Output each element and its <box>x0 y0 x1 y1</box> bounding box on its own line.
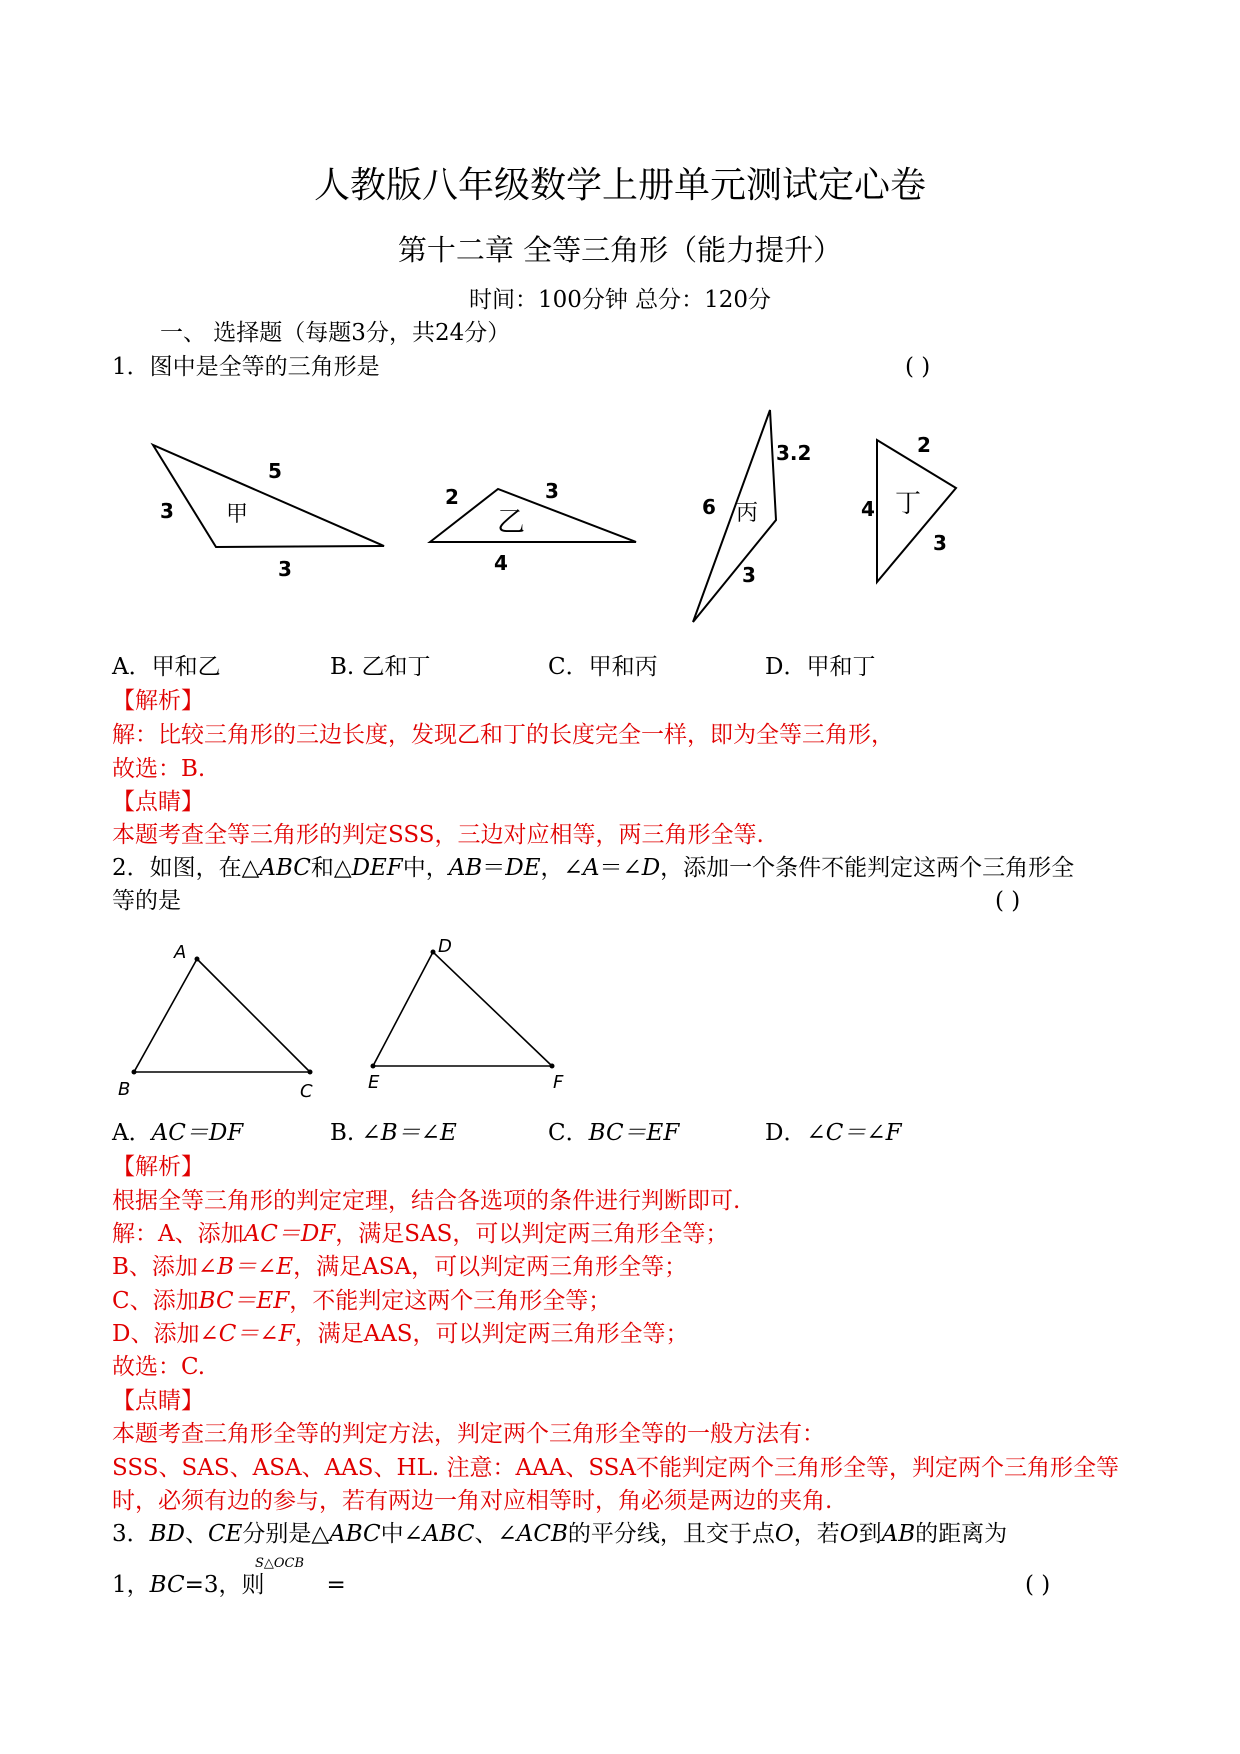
q2-analysis-intro: 根据全等三角形的判定定理，结合各选项的条件进行判断即可. <box>112 1188 741 1214</box>
q2-figure <box>0 930 1240 1100</box>
t1-side-bottom: 3 <box>278 557 292 581</box>
t3-side-right: 3.2 <box>776 441 812 465</box>
exam-meta: 时间：100分钟 总分：120分 <box>468 287 772 313</box>
q1-figure <box>0 400 1240 640</box>
t4-side-left: 4 <box>861 497 875 521</box>
label-c: C <box>300 1081 313 1100</box>
t3-side-bottom: 3 <box>742 563 756 587</box>
q2-analysis-a: 解：A、添加AC＝DF，满足SAS，可以判定两三角形全等； <box>112 1221 729 1247</box>
label-b: B <box>118 1079 131 1100</box>
page-title: 人教版八年级数学上册单元测试定心卷 <box>313 165 926 206</box>
q1-answer-blank: ( ) <box>905 354 931 380</box>
label-f: F <box>553 1072 564 1093</box>
q2-stem-cont: 等的是 <box>112 888 181 914</box>
label-e: E <box>368 1072 380 1093</box>
triangle-abc <box>134 959 310 1072</box>
q2-analysis-b: B、添加∠B＝∠E，满足ASA，可以判定两三角形全等； <box>112 1254 688 1280</box>
q2-answer: 故选：C. <box>112 1354 206 1380</box>
q2-analysis-d: D、添加∠C＝∠F，满足AAS，可以判定两三角形全等； <box>112 1321 689 1347</box>
t3-label: 丙 <box>736 501 759 526</box>
q3-answer-blank: ( ) <box>1025 1572 1051 1598</box>
t1-side-left: 3 <box>160 499 174 523</box>
q2-comment-heading: 【点睛】 <box>112 1388 204 1414</box>
q1-analysis-heading: 【解析】 <box>112 688 204 714</box>
q1-option-b[interactable]: B. 乙和丁 <box>330 654 431 680</box>
q2-analysis-heading: 【解析】 <box>112 1154 204 1180</box>
q3-stem: 3．BD、CE分别是△ABC中∠ABC、∠ACB的平分线，且交于点O，若O到AB的距离为 <box>112 1521 1008 1547</box>
t2-side-bottom-text: 4 <box>494 551 508 575</box>
triangle-def <box>373 952 552 1066</box>
q2-option-c[interactable]: C．BC＝EF <box>548 1120 680 1146</box>
label-a: A <box>174 942 187 963</box>
q2-stem: 2．如图，在△ABC和△DEF中，AB＝DE，∠A＝∠D，添加一个条件不能判定这两个三角形全 <box>112 855 1075 881</box>
q1-option-c[interactable]: C．甲和丙 <box>548 654 658 680</box>
t2-side-left-text: 2 <box>445 485 459 509</box>
q2-comment-2: SSS、SAS、ASA、AAS、HL. 注意：AAA、SSA不能判定两个三角形全等，判定两个三角形全等 <box>112 1455 1120 1481</box>
q1-answer: 故选：B. <box>112 756 206 782</box>
q1-comment-heading: 【点睛】 <box>112 789 204 815</box>
t4-side-bottom: 3 <box>933 531 947 555</box>
t2-side-right-text: 3 <box>545 479 559 503</box>
q2-option-d[interactable]: D．∠C＝∠F <box>765 1120 902 1146</box>
q2-comment-3: 时，必须有边的参与，若有两边一角对应相等时，角必须是两边的夹角. <box>112 1488 833 1514</box>
t1-side-top: 5 <box>268 459 282 483</box>
label-d: D <box>438 936 452 957</box>
q1-stem: 1．图中是全等的三角形是 <box>112 354 380 380</box>
q2-analysis-c: C、添加BC＝EF，不能判定这两个三角形全等； <box>112 1288 612 1314</box>
t3-side-left: 6 <box>702 495 716 519</box>
t2-label: 乙 <box>497 505 526 538</box>
triangle-yi <box>430 489 636 542</box>
section-heading: 一、 选择题（每题3分，共24分） <box>160 320 511 346</box>
q1-option-d[interactable]: D．甲和丁 <box>765 654 876 680</box>
q1-option-a[interactable]: A．甲和乙 <box>112 654 221 680</box>
t1-label: 甲 <box>226 502 249 527</box>
q2-option-b[interactable]: B. ∠B＝∠E <box>330 1120 457 1146</box>
t4-side-top: 2 <box>917 433 931 457</box>
q2-comment-1: 本题考查三角形全等的判定方法，判定两个三角形全等的一般方法有： <box>112 1421 825 1447</box>
t4-label: 丁 <box>895 489 922 519</box>
q3-stem-cont: 1，BC=3，则 = <box>112 1572 346 1598</box>
q3-area-symbol: S△OCB <box>255 1556 305 1571</box>
page-subtitle: 第十二章 全等三角形（能力提升） <box>397 233 843 267</box>
q2-option-a[interactable]: A．AC＝DF <box>112 1120 244 1146</box>
q2-answer-blank: ( ) <box>995 888 1021 914</box>
q1-comment: 本题考查全等三角形的判定SSS，三边对应相等，两三角形全等. <box>112 822 764 848</box>
q1-analysis: 解：比较三角形的三边长度，发现乙和丁的长度完全一样，即为全等三角形， <box>112 722 894 748</box>
